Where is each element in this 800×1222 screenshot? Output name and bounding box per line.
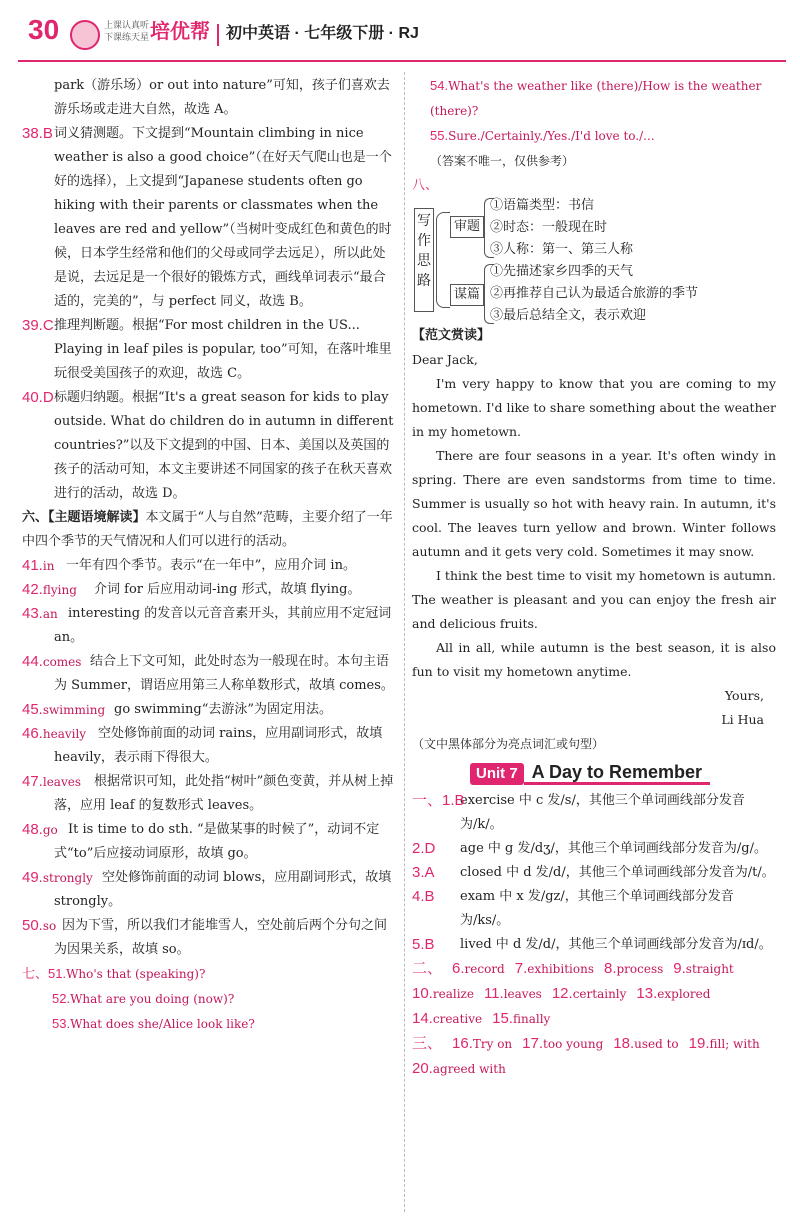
answer-word: so [42, 919, 57, 933]
answer-text: exam 中 x 发/gz/，其他三个单词画线部分发音为/ks/。 [460, 889, 734, 928]
left-column [22, 74, 394, 1037]
letter-paragraph-2: There are four seasons in a year. It's often windy in spring. There are even sandstorms from time to time. Summer is usually so hot with heavy rain. In autumn, it's cool. The leaves turn yellow and brown. Winter follows autumn and it gets very cold. Sometimes it may snow. [412, 448, 776, 559]
answer-word: strongly [42, 871, 93, 885]
answer-word: record [464, 962, 505, 976]
question-number: 9. [673, 960, 686, 977]
outline-item: ①语篇类型：书信 [490, 198, 595, 213]
answer-word: agreed with [432, 1062, 506, 1076]
fill-answer [412, 1057, 506, 1082]
answer-text: 空处修饰前面的动词 blows，应用副词形式，故填 strongly。 [54, 870, 392, 909]
answer-word: too young [543, 1037, 604, 1051]
question-number: 8. [603, 960, 617, 977]
question-number: 20. [412, 1060, 433, 1077]
answer-48 [22, 818, 394, 866]
letter-signature: Li Hua [721, 712, 764, 727]
answer-word: in [42, 559, 55, 573]
letter-paragraph-3: I think the best time to visit my hometown is autumn. The weather is pleasant and you can enjoy the fresh air and delicious fruits. [412, 568, 776, 631]
section-label: 三、 [412, 1035, 443, 1052]
answer-text: lived 中 d 发/d/，其他三个单词画线部分发音为/ɪd/。 [460, 937, 772, 952]
question-number: 54. [430, 78, 449, 93]
answer-text: 推理判断题。根据“For most children in the US... Playing in leaf piles is popular, too”可知，在落叶堆里玩很受美国孩子的欢迎，故选 C。 [54, 318, 392, 381]
fill-answer [636, 982, 710, 1007]
section-2-answers [412, 957, 776, 1032]
answer-word: leaves [42, 775, 81, 789]
unit-badge: Unit 7 [470, 763, 524, 785]
logo-slogan: 上课认真听 下课练天星 [104, 20, 150, 42]
answer-text: 空处修饰前面的动词 rains，应用副词形式，故填 heavily，表示雨下得很大。 [54, 726, 383, 765]
answer-word: straight [685, 962, 734, 976]
question-number: 42.flying [22, 581, 77, 598]
fill-answer [492, 1007, 550, 1032]
question-number: 47.leaves [22, 773, 81, 790]
essay-label: 【范文赏读】 [412, 328, 491, 343]
question-number: 12. [551, 985, 573, 1002]
outline-item: ③最后总结全文，表示欢迎 [490, 308, 647, 323]
answer-word: finally [512, 1012, 551, 1026]
answer-text: 一年有四个季节。表示“在一年中”，应用介词 in。 [66, 558, 356, 573]
question-number: 7. [514, 960, 528, 977]
answer-50 [22, 914, 394, 962]
question-number: 38.B [22, 125, 53, 142]
answer-text: 因为下雪，所以我们才能堆雪人，空处前后两个分句之间为因果关系，故填 so。 [54, 918, 388, 957]
question-number: 14. [412, 1010, 433, 1027]
answer-word: creative [432, 1012, 483, 1026]
section-intro-text: 本文属于“人与自然”范畴，主要介绍了一年中四个季节的天气情况和人们可以进行的活动。 [22, 510, 393, 549]
fill-answer [552, 982, 627, 1007]
answer-text: go swimming“去游泳”为固定用法。 [114, 702, 333, 717]
question-number: 5.B [412, 936, 435, 953]
answer-word: explored [657, 987, 711, 1001]
question-number: 16. [452, 1035, 473, 1052]
answer-46 [22, 722, 394, 770]
answer-text: 结合上下文可知，此处时态为一般现在时。本句主语为 Summer，谓语应用第三人称单数形式，故填 comes。 [54, 654, 394, 693]
unit-answer-1 [412, 789, 776, 837]
unit-title: A Day to Remember [524, 762, 710, 785]
answer-word: go [42, 823, 58, 837]
answer-word: leaves [503, 987, 542, 1001]
outline-heading: 写作思路 [414, 208, 434, 312]
fill-answer [412, 1007, 482, 1032]
section-label: 八、 [412, 177, 439, 192]
question-number: 2.D [412, 840, 436, 857]
outline-item: ①先描述家乡四季的天气 [490, 264, 634, 279]
answer-text: age 中 g 发/dʒ/，其他三个单词画线部分发音为/g/。 [460, 841, 767, 856]
answer-54 [412, 74, 776, 124]
fill-answer [515, 957, 594, 982]
question-number: 3.A [412, 864, 435, 881]
question-number: 41.in [22, 557, 55, 574]
answer-text: closed 中 d 发/d/，其他三个单词画线部分发音为/t/。 [460, 865, 775, 880]
answer-47 [22, 770, 394, 818]
outline-item: ②再推荐自己认为最适合旅游的季节 [490, 286, 699, 301]
question-number: 18. [613, 1035, 635, 1052]
question-number: 11. [483, 985, 504, 1002]
answer-text: exercise 中 c 发/s/，其他三个单词画线部分发音为/k/。 [460, 793, 745, 832]
essay-note: （文中黑体部分为亮点词汇或句型） [412, 737, 605, 751]
answer-text: 词义猜测题。下文提到“Mountain climbing in nice weather is also a good choice”（在好天气爬山也是一个好的选择），上文提到“Japanese students often go hiking with their parents or classmates when the leaves are red and yellow”（当树叶变成红色和黄色的时候，日本学生经常和他们的父母或同学去远足），所以此处是说，去远足是一个很好的锻炼方式，画线单词表示“最合适的，完美的”，与 perfect 同义，故选 B。 [54, 126, 392, 309]
answer-text: Sure./Certainly./Yes./I'd love to./... [448, 129, 655, 143]
answer-note: （答案不唯一，仅供参考） [430, 154, 575, 168]
outline-box-plan: 谋篇 [450, 284, 484, 306]
answer-text: What are you doing (now)? [70, 992, 235, 1006]
question-number: 50.so [22, 917, 57, 934]
letter-salutation: Dear Jack, [412, 352, 478, 367]
answer-word: comes [42, 655, 82, 669]
question-number: 51. [48, 966, 67, 981]
answer-38 [22, 122, 394, 314]
header-separator [217, 24, 219, 46]
fill-answer [412, 982, 474, 1007]
fill-answer [689, 1032, 760, 1057]
outline-item: ②时态：一般现在时 [490, 220, 608, 235]
letter-paragraph-1: I'm very happy to know that you are coming to my hometown. I'd like to share something about the weather in my hometown. [412, 376, 776, 439]
fill-answer [613, 1032, 678, 1057]
answer-word: exhibitions [527, 962, 594, 976]
brand-name: 培优帮 [150, 21, 210, 43]
question-number: 40.D [22, 389, 54, 406]
page-number: 30 [28, 14, 60, 45]
question-number: 55. [430, 128, 449, 143]
outline-box-review: 审题 [450, 216, 484, 238]
answer-text: interesting 的发音以元音音素开头，其前应用不定冠词 an。 [54, 606, 392, 645]
answer-text: What does she/Alice look like? [70, 1017, 255, 1031]
question-number: 45.swimming [22, 701, 106, 718]
answer-word: swimming [42, 703, 106, 717]
answer-55 [412, 124, 776, 149]
question-number: 46.heavily [22, 725, 87, 742]
letter-paragraph-4: All in all, while autumn is the best season, it is also fun to visit my hometown anytime. [412, 640, 776, 679]
question-number: 19. [688, 1035, 710, 1052]
answer-41 [22, 554, 394, 578]
fill-answer [452, 957, 505, 982]
right-column [412, 74, 776, 1082]
answer-53 [22, 1012, 394, 1037]
question-number: 6. [452, 960, 465, 977]
answer-text: 根据常识可知，此处指“树叶”颜色变黄，并从树上掉落，应用 leaf 的复数形式 leaves。 [54, 774, 394, 813]
answer-text: Who's that (speaking)? [66, 967, 206, 981]
section-label: 二、 [412, 960, 443, 977]
question-number: 4.B [412, 888, 435, 905]
question-number: 43.an [22, 605, 58, 622]
answer-49 [22, 866, 394, 914]
answer-52 [22, 987, 394, 1012]
column-divider [404, 72, 405, 1212]
answer-37-continued [22, 74, 394, 122]
answer-word: certainly [572, 987, 627, 1001]
answer-text: What's the weather like (there)/How is the weather (there)? [430, 79, 762, 118]
question-number: 一、1.B [412, 792, 465, 809]
outline-item: ③人称：第一、第三人称 [490, 242, 634, 257]
question-number: 53. [52, 1016, 71, 1031]
answer-word: heavily [42, 727, 87, 741]
answer-word: an [42, 607, 58, 621]
unit-heading [470, 760, 776, 787]
answer-word: fill; with [709, 1037, 760, 1051]
answer-42 [22, 578, 394, 602]
fill-answer [452, 1032, 512, 1057]
unit-answer-4 [412, 885, 776, 933]
header-rule [18, 60, 786, 62]
answer-text: park（游乐场）or out into nature”可知，孩子们喜欢去游乐场或走进大自然，故选 A。 [54, 78, 390, 117]
outline-brace [436, 212, 450, 308]
mascot-logo-icon [70, 20, 100, 50]
answer-text: 介词 for 后应用动词-ing 形式，故填 flying。 [94, 582, 361, 597]
fill-answer [522, 1032, 603, 1057]
question-number: 52. [52, 991, 71, 1006]
answer-45 [22, 698, 394, 722]
fill-answer [604, 957, 663, 982]
unit-answer-5 [412, 933, 776, 957]
unit-answer-2 [412, 837, 776, 861]
answer-word: realize [432, 987, 474, 1001]
answer-text: 标题归纳题。根据“It's a great season for kids to play outside. What do children do in autumn in different countries?”以及下文提到的中国、日本、美国以及英国的孩子的活动可知，本文主要讲述不同国家的孩子在秋天喜欢进行的活动，故选 D。 [54, 390, 394, 501]
book-title: 初中英语 · 七年级下册 · RJ [226, 25, 419, 42]
answer-word: used to [634, 1037, 679, 1051]
answer-40 [22, 386, 394, 506]
answer-43 [22, 602, 394, 650]
fill-answer [673, 957, 733, 982]
writing-outline [412, 198, 776, 323]
page-header [0, 0, 800, 66]
section-3-answers [412, 1032, 776, 1082]
question-number: 10. [412, 985, 433, 1002]
answer-word: Try on [472, 1037, 513, 1051]
section-6-intro [22, 506, 394, 554]
question-number: 17. [522, 1035, 544, 1052]
question-number: 15. [492, 1010, 513, 1027]
section-label: 七、 [22, 966, 49, 981]
unit-answer-3 [412, 861, 776, 885]
answer-text: It is time to do sth. “是做某事的时候了”，动词不定式“to”后应接动词原形，故填 go。 [54, 822, 380, 861]
question-number: 39.C [22, 317, 54, 334]
answer-word: process [616, 962, 664, 976]
section-7 [22, 962, 394, 987]
question-number: 48.go [22, 821, 58, 838]
section-label: 六、【主题语境解读】 [22, 510, 146, 525]
fill-answer [484, 982, 542, 1007]
letter-closing: Yours, [724, 688, 764, 703]
answer-word: flying [42, 583, 77, 597]
answer-44 [22, 650, 394, 698]
question-number: 44.comes [22, 653, 82, 670]
answer-39 [22, 314, 394, 386]
question-number: 49.strongly [22, 869, 93, 886]
question-number: 13. [636, 985, 658, 1002]
